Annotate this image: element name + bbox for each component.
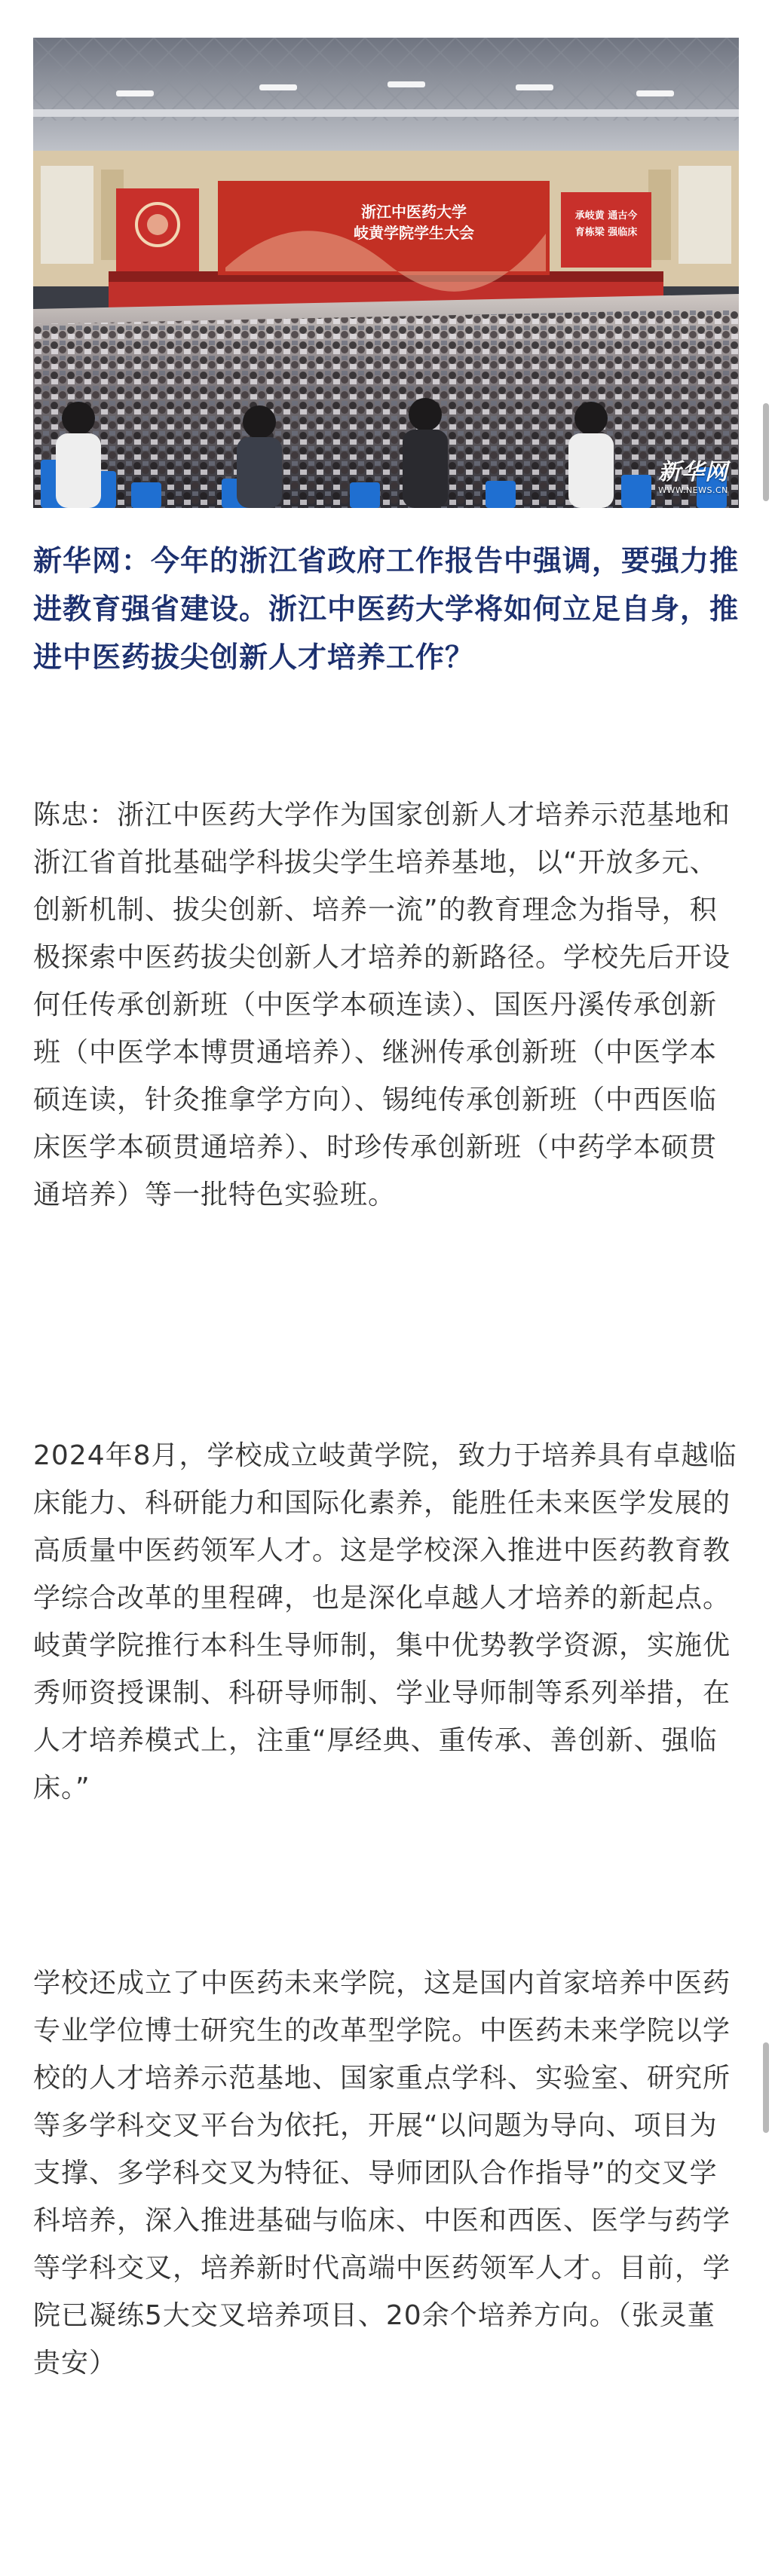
answer-paragraph-3: 学校还成立了中医药未来学院，这是国内首家培养中医药专业学位博士研究生的改革型学院。中医药未来学院以学校的人才培养示范基地、国家重点学科、实验室、研究所等多学科交叉平台为依托，开展“以问题为导向、项目为支撑、多学科交叉为特征、导师团队合作指导”的交叉学科培养，深入推进基础与临床、中医和西医、医学与药学等学科交叉，培养新时代高端中医药领军人才。目前，学院已凝练5大交叉培养项目、20余个培养方向。（张灵董贵安） — [33, 1968, 731, 2379]
scrollbar-thumb-secondary[interactable] — [763, 2042, 769, 2133]
scrollbar-thumb[interactable] — [763, 403, 769, 501]
svg-text:浙江中医药大学: 浙江中医药大学 — [361, 203, 467, 221]
svg-text:育栋梁 强临床: 育栋梁 强临床 — [574, 227, 638, 238]
xinhua-watermark — [658, 460, 728, 496]
interview-question: 新华网：今年的浙江省政府工作报告中强调，要强力推进教育强省建设。浙江中医药大学将如何立足自身，推进中医药拔尖创新人才培养工作？ — [33, 544, 740, 674]
answer-paragraph-1: 陈忠：浙江中医药大学作为国家创新人才培养示范基地和浙江省首批基础学科拔尖学生培养基地，以“开放多元、创新机制、拔尖创新、培养一流”的教育理念为指导，积极探索中医药拔尖创新人才培养的新路径。学校先后开设何任传承创新班（中医学本硕连读）、国医丹溪传承创新班（中医学本博贯通培养）、继洲传承创新班（中医学本硕连读，针灸推拿学方向）、锡纯传承创新班（中西医临床医学本硕贯通培养）、时珍传承创新班（中药学本硕贯通培养）等一批特色实验班。 — [33, 800, 731, 1210]
svg-text:岐黄学院学生大会: 岐黄学院学生大会 — [354, 224, 474, 242]
watermark-url: WWW.NEWS.CN — [658, 485, 728, 495]
watermark-logo: 新华网 — [658, 459, 728, 485]
svg-text:承岐黄 通古今: 承岐黄 通古今 — [574, 210, 638, 222]
auditorium-scene — [33, 38, 739, 508]
event-photo — [33, 38, 739, 508]
answer-paragraph-2: 2024年8月，学校成立岐黄学院，致力于培养具有卓越临床能力、科研能力和国际化素养，能胜任未来医学发展的高质量中医药领军人才。这是学校深入推进中医药教育教学综合改革的里程碑，也是深化卓越人才培养的新起点。岐黄学院推行本科生导师制，集中优势教学资源，实施优秀师资授课制、科研导师制、学业导师制等系列举措，在人才培养模式上，注重“厚经典、重传承、善创新、强临床。” — [33, 1440, 737, 1804]
